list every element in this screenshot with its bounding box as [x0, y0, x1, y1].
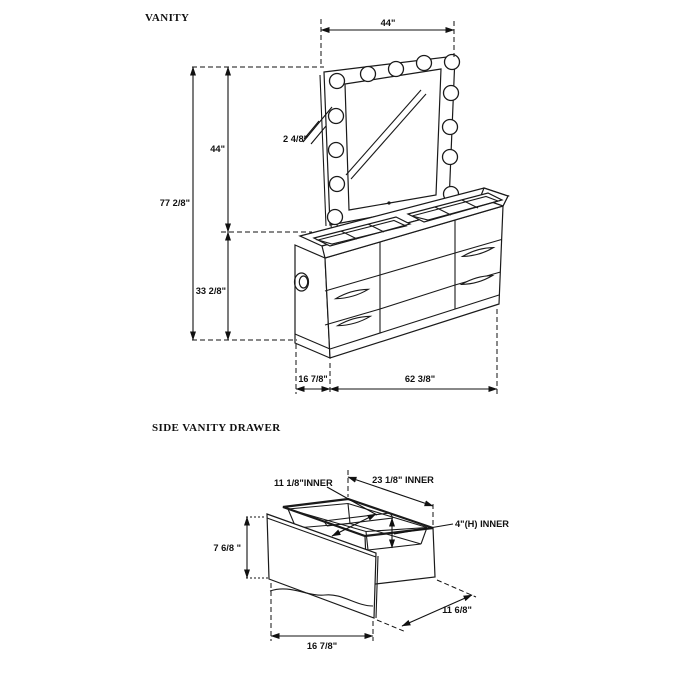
drawer-box	[267, 499, 435, 618]
dim-inner-compartment-width: 11 1/8"INNER	[274, 478, 333, 488]
dim-mirror-height: 44"	[210, 144, 225, 154]
bulb-icon	[417, 56, 432, 71]
dim-total-height: 77 2/8"	[159, 198, 190, 208]
dresser-base	[295, 188, 509, 358]
dim-mirror-width: 44"	[380, 18, 396, 28]
vanity-front-view	[145, 12, 508, 394]
bulb-icon	[445, 55, 460, 70]
bulb-icon	[389, 62, 404, 77]
dim-base-width: 62 3/8"	[404, 374, 436, 384]
dim-frame-width: 2 4/8"	[283, 134, 309, 144]
dim-inner-height: 4"(H) INNER	[455, 519, 509, 529]
dim-base-depth: 16 7/8"	[298, 374, 328, 384]
bulb-icon	[443, 120, 458, 135]
side-vanity-drawer-view	[152, 422, 509, 651]
dim-front-height: 7 6/8 "	[213, 543, 241, 553]
bulb-icon	[444, 86, 459, 101]
vanity-title: VANITY	[145, 12, 190, 24]
bulb-icon	[443, 150, 458, 165]
bulb-icon	[328, 210, 343, 225]
drawer-title: SIDE VANITY DRAWER	[152, 422, 281, 434]
dim-inner-width: 23 1/8" INNER	[372, 475, 434, 485]
dim-side-depth: 11 6/8"	[442, 605, 472, 615]
dim-front-width: 16 7/8"	[306, 641, 338, 651]
bulb-icon	[329, 143, 344, 158]
bulb-icon	[330, 74, 345, 89]
dim-base-height: 33 2/8"	[195, 286, 226, 296]
bulb-icon	[329, 109, 344, 124]
mirror-power-dot	[387, 201, 390, 204]
bulb-icon	[361, 67, 376, 82]
frame-width-callout	[283, 107, 332, 144]
bulb-icon	[330, 177, 345, 192]
